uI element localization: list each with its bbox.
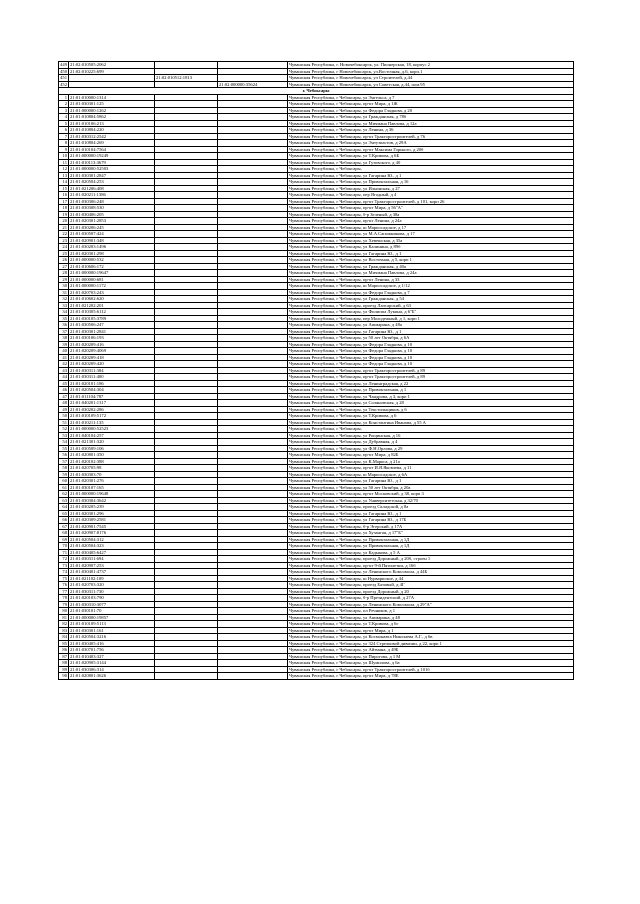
address: Чувашская Республика, г Чебоксары, ул Восточная, д 5, корп 1 — [288, 257, 574, 264]
address: Чувашская Республика, г Чебоксары, пр-кт Мира, д 78Е — [288, 673, 574, 680]
address: Чувашская Республика, г Чебоксары, ул Привокзальная, д 1Д — [288, 536, 574, 543]
row-number: 56 — [59, 452, 69, 459]
row-number: 7 — [59, 133, 69, 140]
row-number: 451 — [60, 75, 67, 81]
row-number: 60 — [59, 478, 69, 485]
row-number: 44 — [59, 374, 69, 381]
row-number: 86 — [59, 647, 69, 654]
cadastral-number: 21:01:020102:388 — [69, 458, 155, 465]
cadastral-number: 21:01:010804:269 — [69, 140, 155, 147]
address: Чувашская Республика, г Чебоксары, ул М.А.Сапожникова, д 17 — [288, 231, 574, 238]
cadastral-number: 21:01:030311:384 — [69, 367, 155, 374]
cadastral-number: 21:01:000000:1262 — [69, 107, 155, 114]
section-title: г. Чебоксары — [59, 88, 574, 95]
row-number: 70 — [59, 543, 69, 550]
address: Чувашская Республика, г Чебоксары, ул Текстильщиков, д 6 — [288, 406, 574, 413]
row-number: 16 — [59, 192, 69, 199]
row-number: 87 — [59, 653, 69, 660]
address: Чувашская Республика, г Чебоксары, ул Гагарина Ю., д 1 — [288, 172, 574, 179]
cadastral-number: 21:01:030303:70 — [69, 471, 155, 478]
address: Чувашская Республика, г Чебоксары, ул Энтузиастов, д 29А — [288, 140, 574, 147]
row-number: 62 — [59, 491, 69, 498]
cadastral-number: 21:01:030306:314 — [69, 666, 155, 673]
address: Чувашская Республика, г Чебоксары, пр-кт Тракторостроителей, д 89 — [288, 367, 574, 374]
cadastral-number: 21:01:020703:243 — [69, 289, 155, 296]
row-number: 67 — [59, 523, 69, 530]
cadastral-number: 21:01:020504:323 — [69, 543, 155, 550]
row-number: 82 — [59, 621, 69, 628]
address: Чувашская Республика, г Чебоксары, ул Ленинского Комсомола, д 44Б — [288, 569, 574, 576]
cadastral-number: 21:01:030205:239 — [69, 504, 155, 511]
cadastral-number: 21:01:020301:276 — [69, 478, 155, 485]
row-number: 14 — [59, 179, 69, 186]
row-number: 12 — [59, 166, 69, 173]
address: Чувашская Республика, г Чебоксары, ул Ф.Н.Орлова, д 29 — [288, 445, 574, 452]
address: Чувашская Республика, г Чебоксары, ул Мичмана Павлова, д 12а — [288, 120, 574, 127]
cadastral-number: 21:01:030509:106 — [69, 445, 155, 452]
cadastral-number: 21:01:030311:730 — [69, 588, 155, 595]
cadastral-number: 21:01:020504:312 — [69, 536, 155, 543]
row-number: 64 — [59, 504, 69, 511]
cadastral-number: 21:01:030401:4737 — [69, 569, 155, 576]
row-number: 39 — [59, 341, 69, 348]
cadastral-number: 21:01:030301:2841 — [69, 328, 155, 335]
address: Чувашская Республика, г Чебоксары, ул Ильинская, д 27 — [288, 185, 574, 192]
row-number: 17 — [59, 198, 69, 205]
row-number: 41 — [59, 354, 69, 361]
cadastral-number: 21:01:000000:52523 — [69, 426, 155, 433]
cadastral-number: 21:01:000000:19857 — [69, 614, 155, 621]
row-number: 33 — [59, 302, 69, 309]
row-number: 8 — [59, 140, 69, 147]
cadastral-number: 21:01:030310:3077 — [69, 601, 155, 608]
address: Чувашская Республика, г Чебоксары, ул Т.Кривова, д 6г — [288, 621, 574, 628]
address: Чувашская Республика, г Чебоксары, ул 324 Стрелковой дивизии, д 22, корп 1 — [288, 640, 574, 647]
row-number: 15 — [59, 185, 69, 192]
address: Чувашская Республика, г Чебоксары, ул Рощинская, д 16 — [288, 432, 574, 439]
cadastral-number: 21:01:020309:2581 — [69, 517, 155, 524]
row-number: 24 — [59, 244, 69, 251]
cadastral-number: 21:01:020901:348 — [69, 237, 155, 244]
address: Чувашская Республика, г Чебоксары, проезд Лапсарский, д 63 — [288, 302, 574, 309]
row-number: 25 — [59, 250, 69, 257]
city-rows — [59, 94, 574, 679]
address: Чувашская Республика, г Чебоксары, пер Ягодный, д 4 — [288, 192, 574, 199]
cadastral-number: 21:01:010305:6112 — [69, 309, 155, 316]
address: Чувашская Республика, г Чебоксары, ул Хевешская, д 35а — [288, 237, 574, 244]
address: Чувашская Республика, г Чебоксары, ул Гагарина Ю., д 17Б — [288, 517, 574, 524]
address: Чувашская Республика, г Чебоксары, пр-кт Мира, д 1 — [288, 627, 574, 634]
row-number: 89 — [59, 666, 69, 673]
cadastral-number: 21:01:000000:1172 — [69, 283, 155, 290]
address: Чувашская Республика, г Чебоксары, ш Нурвариское, д 44 — [288, 575, 574, 582]
cadastral-number: 21:01:030507:424 — [69, 231, 155, 238]
address: Чувашская Республика, г Чебоксары, ул Привокзальная, д 1Д — [288, 543, 574, 550]
cadastral-number: 21:01:020703:320 — [69, 582, 155, 589]
row-number: 48 — [59, 400, 69, 407]
cadastral-number: 21:01:000000:681 — [69, 276, 155, 283]
address: Чувашская Республика, г Чебоксары, ул Ашмарина, д 48 — [288, 614, 574, 621]
row-number: 51 — [59, 419, 69, 426]
row-number: 1 — [59, 94, 69, 101]
row-number: 52 — [59, 426, 69, 433]
address: Чувашская Республика, г Чебоксары, проезд Дорожный, д 20 — [288, 588, 574, 595]
previous-number: 21:02:010512:1813 — [155, 75, 218, 82]
cadastral-number: 21:01:021102:109 — [69, 575, 155, 582]
address: Чувашская Республика, г Чебоксары, ул Гагарина Ю., д 1 — [288, 510, 574, 517]
row-number: 47 — [59, 393, 69, 400]
address: Чувашская Республика, г Чебоксары, ул Константина Иванова, д 55 А — [288, 419, 574, 426]
row-number: 34 — [59, 309, 69, 316]
address: Чувашская Республика, г Чебоксары, ул 50 лет Октября, д 20а — [288, 484, 574, 491]
address: Чувашская Республика, г Чебоксары, пр-кт Максима Горького, д 20б — [288, 146, 574, 153]
address: Чувашская Республика, г Чебоксары, ш Марпосадское, д 1/12 — [288, 283, 574, 290]
row-number: 40 — [59, 348, 69, 355]
row-number: 31 — [59, 289, 69, 296]
address: Чувашская Республика, г Чебоксары, ул Университетская, д 32/70 — [288, 497, 574, 504]
address: Чувашская Республика, г Чебоксары, проезд Дорожный, д 20б, строен 1 — [288, 556, 574, 563]
row-number: 90 — [59, 673, 69, 680]
cadastral-number: 21:01:030203:1496 — [69, 244, 155, 251]
address: Чувашская Республика, г Чебоксары, б-р Эгерский, д 17А — [288, 523, 574, 530]
cadastral-number: 21:01:010109:5172 — [69, 413, 155, 420]
cadastral-number: 21:01:020301:298 — [69, 250, 155, 257]
cadastral-number: 21:01:000000:52503 — [69, 166, 155, 173]
previous-number — [155, 673, 218, 680]
cadastral-number: 21:01:020209:418 — [69, 354, 155, 361]
row-number: 13 — [59, 172, 69, 179]
cadastral-number: 21:01:030304:3642 — [69, 497, 155, 504]
cadastral-number: 21:01:030405:416 — [69, 640, 155, 647]
address: Чувашская Республика, г Чебоксары, проезд Складской, д 8а — [288, 504, 574, 511]
address: Чувашская Республика, г Чебоксары, ул Гагарина Ю., д 1 — [288, 478, 574, 485]
address: Чувашская Республика, г Чебоксары, пр-кт И.Я.Яковлева, д 11 — [288, 465, 574, 472]
row-number: 65 — [59, 510, 69, 517]
other-number — [218, 673, 288, 680]
address: Чувашская Республика, г Чебоксары, ул Дубравная, д 4 — [288, 439, 574, 446]
cadastral-number: 21:01:030301:2847 — [69, 172, 155, 179]
cadastral-number: 21:01:020705:98 — [69, 465, 155, 472]
address: Чувашская Республика, г Чебоксары, пер Молодежный, д 1, корп 1 — [288, 315, 574, 322]
address: Чувашская Республика, г Чебоксары, ул Соляновская, д 28 — [288, 400, 574, 407]
cadastral-number: 21:01:030106:193 — [69, 335, 155, 342]
address: Чувашская Республика, г Чебоксары, ул Гражданская, д 40а — [288, 263, 574, 270]
cadastral-number: 21:01:010106:213 — [69, 120, 155, 127]
row-number: 83 — [59, 627, 69, 634]
address: Чувашская Республика, г Чебоксары, ш Марпосадское, д 17 — [288, 224, 574, 231]
cadastral-number: 21:01:021301:320 — [69, 439, 155, 446]
address: Чувашская Республика, г Чебоксары, ул Федора Гладкова, д 20 — [288, 107, 574, 114]
cadastral-table — [58, 61, 574, 680]
cadastral-number: 21:01:030311:694 — [69, 556, 155, 563]
row-number: 2 — [59, 101, 69, 108]
cadastral-number: 21:01:020301:2853 — [69, 218, 155, 225]
address: Чувашская Республика, г Чебоксары, ул Федора Гладкова, д 10 — [288, 348, 574, 355]
address: Чувашская Республика, г Чебоксары, ул Мичмана Павлова, д 24а — [288, 270, 574, 277]
cadastral-number: 21:01:010602:620 — [69, 296, 155, 303]
row-number: 452 — [60, 81, 67, 87]
cadastral-number: 21:01:030301:125 — [69, 101, 155, 108]
address: Чувашская Республика, г Чебоксары, ул Гагарина Ю., д 1 — [288, 328, 574, 335]
cadastral-number: 21:01:010109:5113 — [69, 621, 155, 628]
row-number: 45 — [59, 380, 69, 387]
row-number: 59 — [59, 471, 69, 478]
cadastral-number: 21:01:030406:205 — [69, 211, 155, 218]
cadastral-number: 21:01:020209:416 — [69, 341, 155, 348]
address: Чувашская Республика, г Чебоксары, пр-кт Тракторостроителей, д 101б — [288, 666, 574, 673]
cadastral-number: 21:01:010606:172 — [69, 263, 155, 270]
row-number: 46 — [59, 387, 69, 394]
address: Чувашская Республика, г Чебоксары, пр-кт Тракторостроителей, д 89 — [288, 374, 574, 381]
row-number: 9 — [59, 146, 69, 153]
row-number: 450 — [60, 68, 67, 74]
cadastral-number: 21:01:030202:286 — [69, 406, 155, 413]
address: Чувашская Республика, г Чебоксары, ул Чандрова, д 3, корп 1 — [288, 393, 574, 400]
cadastral-number: 21:01:020907:253 — [69, 562, 155, 569]
row-number: 88 — [59, 660, 69, 667]
cadastral-number: 21:01:030311:400 — [69, 374, 155, 381]
address: Чувашская Республика, г Чебоксары, — [288, 426, 574, 433]
cadastral-number: 21:01:030206:245 — [69, 224, 155, 231]
address: Чувашская Республика, г Чебоксары, ул Федора Гладкова, д 10 — [288, 361, 574, 368]
cadastral-number: 21:01:011104:787 — [69, 393, 155, 400]
other-number: 21:02:000000:35624 — [218, 81, 288, 88]
cadastral-number: 21:01:020907:8176 — [69, 530, 155, 537]
address: Чувашская Республика, г Чебоксары, ул Гузовского, д 40 — [288, 159, 574, 166]
cadastral-number: 21:01:030312:2542 — [69, 133, 155, 140]
cadastral-number: 21:01:020103:790 — [69, 595, 155, 602]
row-number: 21 — [59, 224, 69, 231]
address: Чувашская Республика, г Чебоксары, б-р Президентский, д 27А — [288, 595, 574, 602]
address: Чувашская Республика, г Чебоксары, ул Т.Кривова, д 6Б — [288, 153, 574, 160]
cadastral-number: 21:01:020801:3626 — [69, 673, 155, 680]
address: Чувашская Республика, г Чебоксары, ул Кадыкова, д 5 А — [288, 549, 574, 556]
address: Чувашская Республика, г Чебоксары, ул Привокзальная, д 16 — [288, 179, 574, 186]
row-number: 35 — [59, 315, 69, 322]
cadastral-number: 21:01:020504:253 — [69, 179, 155, 186]
address: Чувашская Республика, г Чебоксары, пл Речников, д 1 — [288, 608, 574, 615]
address: Чувашская Республика, г Чебоксары, ул Федора Гладкова, д 10 — [288, 354, 574, 361]
cadastral-number: 21:01:000000:19647 — [69, 270, 155, 277]
cadastral-number: 21:01:010403:327 — [69, 653, 155, 660]
row-number: 80 — [59, 608, 69, 615]
address: Чувашская Республика, г Чебоксары, пр-кт Мира, д 56"А" — [288, 205, 574, 212]
cadastral-number: 21:01:020209:420 — [69, 361, 155, 368]
address: Чувашская Республика, г Чебоксары, ул Ленина, д 36 — [288, 127, 574, 134]
row-number: 84 — [59, 634, 69, 641]
cadastral-number: 21:02:010505:2062 — [69, 62, 155, 69]
row-number: 27 — [59, 263, 69, 270]
address: Чувашская Республика, г Чебоксары, ул 50 лет Октября, д 6А — [288, 335, 574, 342]
row-number: 10 — [59, 153, 69, 160]
row-number: 49 — [59, 406, 69, 413]
row-number: 28 — [59, 270, 69, 277]
address: Чувашская Республика, г. Новочебоксарск, ул. Пионерская, 18, корпус 2 — [288, 62, 574, 69]
row-number: 37 — [59, 328, 69, 335]
address: Чувашская Республика, г Чебоксары, ул Хузангая, д 17"Б" — [288, 530, 574, 537]
address: Чувашская Республика, г Чебоксары, ул Привокзальная, д 1 — [288, 387, 574, 394]
cadastral-number: 21:01:020504:304 — [69, 387, 155, 394]
cadastral-number: 21:01:010211:135 — [69, 419, 155, 426]
row-number: 85 — [59, 640, 69, 647]
row-number: 68 — [59, 530, 69, 537]
row-number: 76 — [59, 582, 69, 589]
row-number: 81 — [59, 614, 69, 621]
address: Чувашская Республика, г Чебоксары, ул Федора Гладкова, д 7 — [288, 289, 574, 296]
row-number: 50 — [59, 413, 69, 420]
row-number: 58 — [59, 465, 69, 472]
address: Чувашская Республика, г Чебоксары, пр-кт Ленина, д 24а — [288, 218, 574, 225]
cadastral-number: 21:01:030105:3789 — [69, 315, 155, 322]
row-number: 66 — [59, 517, 69, 524]
cadastral-number: 21:01:000000:532 — [69, 257, 155, 264]
address: Чувашская Республика, г Чебоксары, ул Шумилова, д 6а — [288, 660, 574, 667]
top-rows — [59, 62, 574, 95]
cadastral-number: 21:01:020101:186 — [69, 380, 155, 387]
row-number: 26 — [59, 257, 69, 264]
cadastral-number: 21:01:021206:408 — [69, 185, 155, 192]
row-number: 77 — [59, 588, 69, 595]
address: Чувашская Республика, г Новочебоксарск, ул.Восточная, д.6, корп.1 — [288, 68, 574, 75]
row-number: 75 — [59, 575, 69, 582]
row-number: 20 — [59, 218, 69, 225]
cadastral-number: 21:01:030301:161 — [69, 627, 155, 634]
cadastral-number: 21:01:040201:1317 — [69, 400, 155, 407]
cadastral-number: 21:01:000000:19249 — [69, 153, 155, 160]
address: Чувашская Республика, г Чебоксары, ул Ленинского Комсомола, д 29"А" — [288, 601, 574, 608]
address: Чувашская Республика, г Новочебоксарск, ул Советская, д.44, пом.95 — [288, 81, 574, 88]
cadastral-number: 21:01:020209:4069 — [69, 348, 155, 355]
row-number: 79 — [59, 601, 69, 608]
row-number: 63 — [59, 497, 69, 504]
address: Чувашская Республика, г Чебоксары, пр-кт Московский, д 38, корп 3 — [288, 491, 574, 498]
cadastral-number: 21:01:010000:1314 — [69, 94, 155, 101]
cadastral-number: 21:01:040104:257 — [69, 432, 155, 439]
cadastral-number: 21:01:030101:70 — [69, 608, 155, 615]
table-row — [59, 673, 574, 680]
cadastral-number: 21:01:030308:530 — [69, 205, 155, 212]
address: Чувашская Республика, г Новочебоксарск, ул Строителей, д.44 — [288, 75, 574, 82]
address: Чувашская Республика, г Чебоксары, ул Гражданская, д 78б — [288, 114, 574, 121]
row-number: 61 — [59, 484, 69, 491]
cadastral-number: 21:01:030306:248 — [69, 198, 155, 205]
row-number: 71 — [59, 549, 69, 556]
cadastral-number: 21:01:010804:220 — [69, 127, 155, 134]
row-number: 29 — [59, 276, 69, 283]
cadastral-number: 21:01:030506:247 — [69, 322, 155, 329]
row-number: 42 — [59, 361, 69, 368]
address: Чувашская Республика, г Чебоксары, ул Гагарина Ю., д 1 — [288, 250, 574, 257]
cadastral-number: 21:01:010104:7564 — [69, 146, 155, 153]
address: Чувашская Республика, г Чебоксары, ул Федора Гладкова, д 10 — [288, 341, 574, 348]
row-number: 43 — [59, 367, 69, 374]
row-number: 3 — [59, 107, 69, 114]
row-number: 30 — [59, 283, 69, 290]
row-number: 78 — [59, 595, 69, 602]
row-number: 6 — [59, 127, 69, 134]
address: Чувашская Республика, г Чебоксары, проезд Базовый, д 4Г — [288, 582, 574, 589]
cadastral-number: 21:01:030405:6427 — [69, 549, 155, 556]
row-number: 22 — [59, 231, 69, 238]
row-number: 5 — [59, 120, 69, 127]
cadastral-number: 21:02:010225:699 — [69, 68, 155, 75]
row-number: 73 — [59, 562, 69, 569]
row-number: 74 — [59, 569, 69, 576]
cadastral-number: 21:01:010113:3679 — [69, 159, 155, 166]
address: Чувашская Республика, г Чебоксары, пр-кт Мира, д 1Ж — [288, 101, 574, 108]
cadastral-number: 21:01:020905:3144 — [69, 660, 155, 667]
row-number: 69 — [59, 536, 69, 543]
address: Чувашская Республика, г Чебоксары, пр-кт 9-й Пятилетки, д 16б — [288, 562, 574, 569]
address: Чувашская Республика, г Чебоксары, ул Космонавта Николаева А.Г., д 6в — [288, 634, 574, 641]
cadastral-number: 21:01:000000:19648 — [69, 491, 155, 498]
address: Чувашская Республика, г Чебоксары, ул Пирогова, д 1 М — [288, 653, 574, 660]
address: Чувашская Республика, г Чебоксары, ул Ленинградская, д 22 — [288, 380, 574, 387]
address: Чувашская Республика, г Чебоксары, пр-кт Ленина, д 33 — [288, 276, 574, 283]
address: Чувашская Республика, г Чебоксары, ул Энгельса, д 7 — [288, 94, 574, 101]
row-number: 38 — [59, 335, 69, 342]
cadastral-number: 21:01:030107:165 — [69, 484, 155, 491]
address: Чувашская Республика, г Чебоксары, пр-кт Тракторостроителей, д 76 — [288, 133, 574, 140]
address: Чувашская Республика, г Чебоксары, ул Филиппа Лукина, д 6"Б" — [288, 309, 574, 316]
row-number: 18 — [59, 205, 69, 212]
row-number: 4 — [59, 114, 69, 121]
cadastral-number: 21:01:021202:201 — [69, 302, 155, 309]
row-number: 23 — [59, 237, 69, 244]
row-number: 53 — [59, 432, 69, 439]
address: Чувашская Республика, г Чебоксары, пр-кт Тракторостроителей, д 101, корп 26 — [288, 198, 574, 205]
cadastral-number: 21:01:020211:1386 — [69, 192, 155, 199]
address: Чувашская Республика, г Чебоксары, ул К.Маркса, д 21а — [288, 458, 574, 465]
address: Чувашская Республика, г Чебоксары, ш Марпосадское, д 6А — [288, 471, 574, 478]
address: Чувашская Республика, г Чебоксары, ул Айзмана, д 49Б — [288, 647, 574, 654]
row-number: 72 — [59, 556, 69, 563]
address: Чувашская Республика, г Чебоксары, ул Гражданская, д 54 — [288, 296, 574, 303]
row-number: 36 — [59, 322, 69, 329]
cadastral-number: 21:01:020301:296 — [69, 510, 155, 517]
address: Чувашская Республика, г Чебоксары, пр-кт Мира, д 82Б — [288, 452, 574, 459]
row-number: 54 — [59, 439, 69, 446]
row-number: 55 — [59, 445, 69, 452]
address: Чувашская Республика, г Чебоксары, ул Ашмарина, д 48а — [288, 322, 574, 329]
row-number: 32 — [59, 296, 69, 303]
row-number: 11 — [59, 159, 69, 166]
row-number: 19 — [59, 211, 69, 218]
cadastral-number: 21:01:020801:350 — [69, 452, 155, 459]
address: Чувашская Республика, г Чебоксары, — [288, 166, 574, 173]
row-number: 57 — [59, 458, 69, 465]
row-number: 449 — [60, 62, 67, 68]
cadastral-number: 21:01:020901:7545 — [69, 523, 155, 530]
address: Чувашская Республика, г Чебоксары, ул Калинина, д 89б — [288, 244, 574, 251]
address: Чувашская Республика, г Чебоксары, б-р Зеленый, д 38а — [288, 211, 574, 218]
address: Чувашская Республика, г Чебоксары, ул Т.Кривова, д 6 — [288, 413, 574, 420]
cadastral-number: 21:01:010804:5862 — [69, 114, 155, 121]
cadastral-number: 21:01:020504:3216 — [69, 634, 155, 641]
cadastral-number: 21:01:030701:756 — [69, 647, 155, 654]
